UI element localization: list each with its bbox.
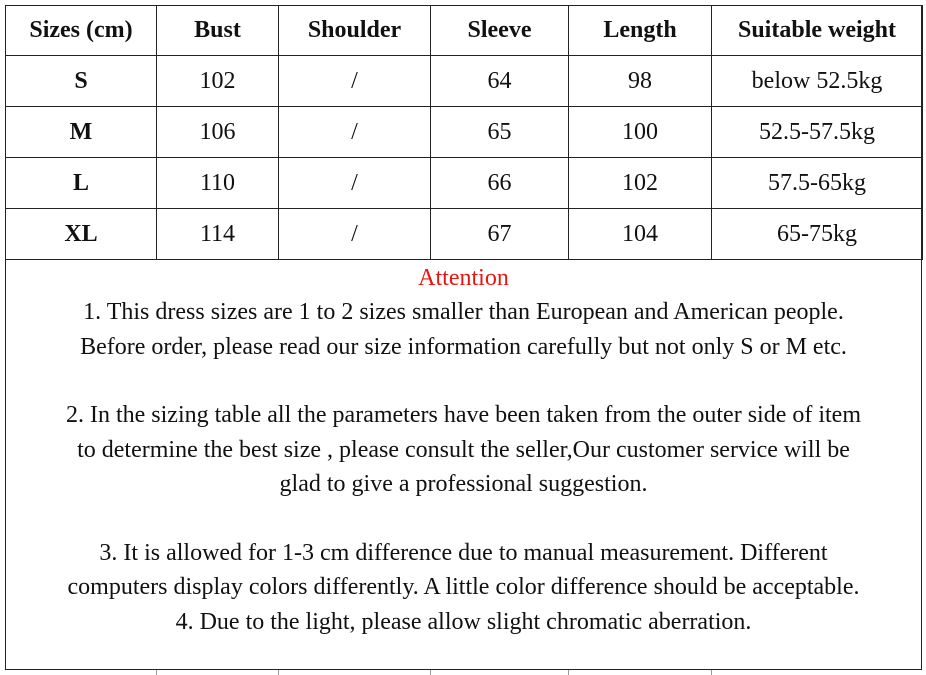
header-suitable-weight: Suitable weight xyxy=(712,6,923,56)
weight-cell: below 52.5kg xyxy=(712,56,923,107)
column-tick xyxy=(568,670,569,675)
size-cell: L xyxy=(6,158,157,209)
header-bust: Bust xyxy=(157,6,279,56)
shoulder-cell: / xyxy=(279,56,431,107)
note-line: 3. It is allowed for 1-3 cm difference due to manual measurement. Different xyxy=(99,539,828,566)
column-tick xyxy=(430,670,431,675)
size-cell: S xyxy=(6,56,157,107)
header-shoulder: Shoulder xyxy=(279,6,431,56)
attention-title: Attention xyxy=(418,265,509,291)
length-cell: 98 xyxy=(569,56,712,107)
note-line: Before order, please read our size information carefully but not only S or M etc. xyxy=(80,333,847,360)
header-sizes: Sizes (cm) xyxy=(6,6,157,56)
attention-notes xyxy=(5,262,922,639)
weight-cell: 52.5-57.5kg xyxy=(712,107,923,158)
header-length: Length xyxy=(569,6,712,56)
note-line: 1. This dress sizes are 1 to 2 sizes smaller than European and American people. xyxy=(83,299,844,325)
weight-cell: 65-75kg xyxy=(712,209,923,260)
shoulder-cell: / xyxy=(279,158,431,209)
length-cell: 104 xyxy=(569,209,712,260)
bust-cell: 114 xyxy=(157,209,279,260)
note-line: glad to give a professional suggestion. xyxy=(279,471,648,497)
column-tick xyxy=(156,670,157,675)
bust-cell: 102 xyxy=(157,56,279,107)
note-line: 2. In the sizing table all the parameters have been taken from the outer side of item xyxy=(65,402,862,428)
weight-cell: 57.5-65kg xyxy=(712,158,923,209)
size-cell: XL xyxy=(6,209,157,260)
sleeve-cell: 67 xyxy=(431,209,569,260)
size-cell: M xyxy=(6,107,157,158)
bust-cell: 110 xyxy=(157,158,279,209)
length-cell: 102 xyxy=(569,158,712,209)
sleeve-cell: 66 xyxy=(431,158,569,209)
header-sleeve: Sleeve xyxy=(431,6,569,56)
table-row xyxy=(6,107,923,158)
shoulder-cell: / xyxy=(279,107,431,158)
table-row xyxy=(6,209,923,260)
table-row xyxy=(6,158,923,209)
size-table xyxy=(5,5,923,260)
note-line: to determine the best size , please consult the seller,Our customer service will be xyxy=(77,436,850,463)
shoulder-cell: / xyxy=(279,209,431,260)
table-header-row xyxy=(6,6,923,56)
length-cell: 100 xyxy=(569,107,712,158)
table-row xyxy=(6,56,923,107)
sleeve-cell: 65 xyxy=(431,107,569,158)
paragraph-gap xyxy=(5,364,922,398)
bust-cell: 106 xyxy=(157,107,279,158)
column-tick xyxy=(278,670,279,675)
note-line: computers display colors differently. A little color difference should be acceptable. xyxy=(67,574,860,600)
note-line: 4. Due to the light, please allow slight chromatic aberration. xyxy=(175,608,752,635)
column-tick xyxy=(711,670,712,675)
sleeve-cell: 64 xyxy=(431,56,569,107)
paragraph-gap xyxy=(5,502,922,536)
